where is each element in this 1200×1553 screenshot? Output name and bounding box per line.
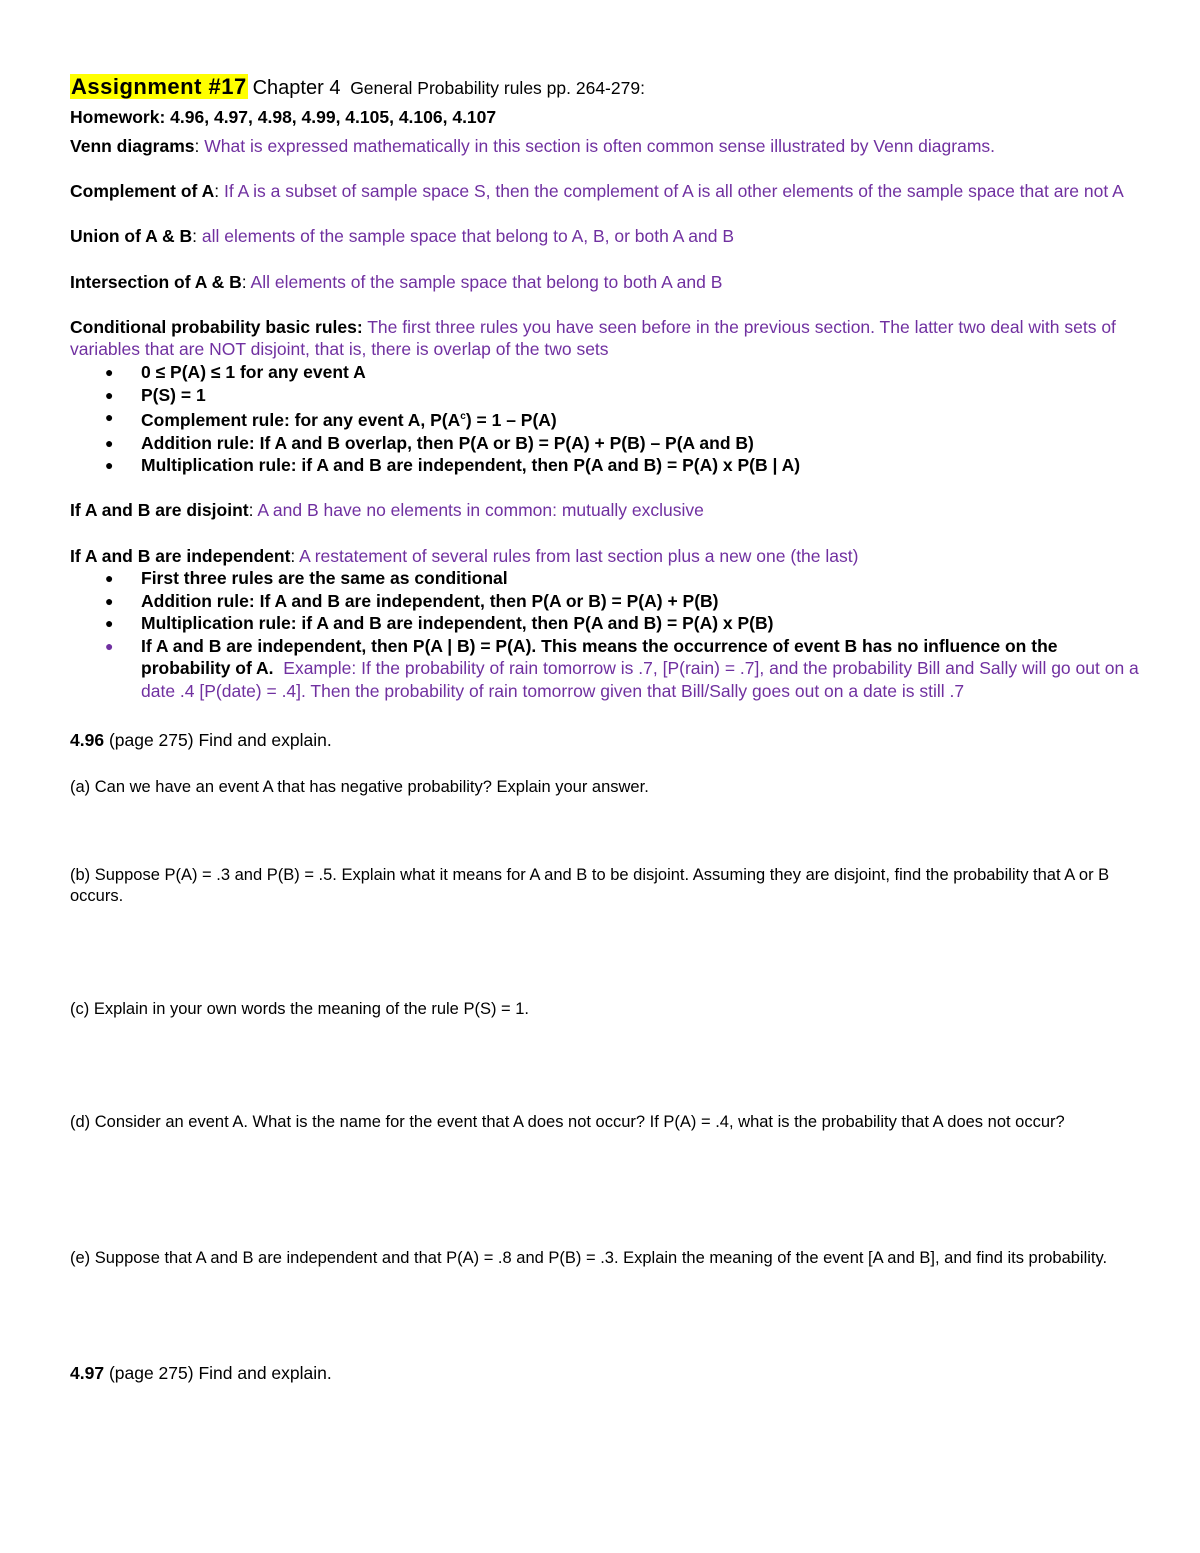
topic-label: General Probability rules pp. 264-279: — [350, 78, 645, 98]
def-term: Complement of A — [70, 181, 215, 202]
def-term: Union of A & B — [70, 226, 193, 247]
list-item — [70, 635, 1140, 703]
bullet-icon: ● — [105, 434, 114, 451]
independent-rules-list — [70, 567, 1140, 703]
chapter-label: Chapter 4 — [252, 77, 341, 99]
problem-497-heading — [70, 1362, 1140, 1384]
list-item: ● P(S) = 1 — [105, 384, 206, 405]
def-venn: Venn diagrams: What is expressed mathematically in this section is often common sense illustrated by Venn diagrams. — [70, 136, 996, 156]
bullet-icon: ● — [105, 570, 114, 587]
def-term: If A and B are independent — [70, 545, 291, 566]
conditional-rules-list — [70, 361, 1140, 477]
problem-496-heading — [70, 729, 1140, 751]
last-rule-bold: If A and B are independent, then P(A | B) = P(A). This means the occurrence of event B has no influence on the probability of A. — [141, 635, 1058, 679]
def-term: Conditional probability basic rules: — [70, 316, 363, 337]
document-page — [70, 72, 1140, 1384]
question-d: (d) Consider an event A. What is the name for the event that A does not occur? If P(A) = .4, what is the probability that A does not occur? — [70, 1112, 1065, 1131]
list-item: ● Multiplication rule: if A and B are independent, then P(A and B) = P(A) x P(B) — [105, 613, 774, 634]
def-complement: Complement of A: If A is a subset of sample space S, then the complement of A is all other elements of the sample space that are not A — [70, 181, 1124, 202]
def-term: Venn diagrams — [70, 136, 195, 156]
bullet-icon: ● — [105, 592, 114, 609]
problem-ref: (page 275) Find and explain. — [108, 1362, 332, 1383]
def-text: A restatement of several rules from last section plus a new one (the last) — [299, 545, 859, 566]
list-item: ● Complement rule: for any event A, $P(A^c) = 1 - P(A)$ — [70, 406, 1140, 431]
problem-number: 4.97 — [70, 1362, 105, 1383]
homework-list: 4.96, 4.97, 4.98, 4.99, 4.105, 4.106, 4.107 — [170, 107, 497, 127]
question-c: (c) Explain in your own words the meaning of the rule P(S) = 1. — [70, 999, 530, 1018]
list-item: ● Addition rule: If A and B are independent, then P(A or B) = P(A) + P(B) — [105, 590, 719, 611]
bullet-icon: ● — [105, 409, 114, 426]
def-term: Intersection of A & B — [70, 271, 242, 292]
question-b: (b) Suppose P(A) = .3 and P(B) = .5. Explain what it means for A and B to be disjoint. Assuming they are disjoint, find the probability that A or B occurs. — [70, 865, 1110, 905]
bullet-icon: ● — [105, 637, 114, 654]
def-disjoint: If A and B are disjoint: A and B have no elements in common: mutually exclusive — [70, 500, 704, 521]
bullet-icon: ● — [105, 363, 114, 380]
def-union: Union of A & B: all elements of the sample space that belong to A, B, or both A and B — [70, 226, 735, 247]
def-text: The first three rules you have seen before in the previous section. The latter two deal with sets of variables that are NOT disjoint, that is, there is overlap of the two sets — [70, 316, 1116, 360]
homework-line — [70, 105, 1140, 129]
def-conditional — [70, 316, 1140, 361]
def-text: What is expressed mathematically in this section is often common sense illustrated by Venn diagrams. — [204, 136, 996, 156]
list-item: ● Addition rule: If A and B overlap, then P(A or B) = P(A) + P(B) – P(A and B) — [105, 432, 754, 453]
last-rule-example: Example: If the probability of rain tomorrow is .7, [P(rain) = .7], and the probability Bill and Sally will go out on a date .4 [P(date) = .4]. Then the probability of rain tomorrow given that Bill/Sally goes out on a date is still .7 — [141, 658, 1139, 702]
title-line — [70, 72, 1140, 103]
problem-number: 4.96 — [70, 729, 105, 750]
def-text: All elements of the sample space that belong to both A and B — [250, 271, 723, 292]
def-term: If A and B are disjoint — [70, 500, 249, 521]
list-item: ● Multiplication rule: if A and B are independent, then P(A and B) = P(A) x P(B | A) — [105, 455, 801, 476]
homework-label: Homework: — [70, 107, 166, 127]
def-text: A and B have no elements in common: mutually exclusive — [257, 500, 704, 521]
bullet-icon: ● — [105, 386, 114, 403]
assignment-title: Assignment #17 — [71, 74, 247, 99]
problem-ref: (page 275) Find and explain. — [108, 729, 332, 750]
def-text: all elements of the sample space that belong to A, B, or both A and B — [201, 226, 735, 247]
list-item: ● 0 ≤ P(A) ≤ 1 for any event A — [105, 361, 366, 382]
bullet-icon: ● — [105, 615, 114, 632]
def-intersection: Intersection of A & B: All elements of the sample space that belong to both A and B — [70, 271, 723, 292]
bullet-icon: ● — [105, 457, 114, 474]
question-e: (e) Suppose that A and B are independent and that P(A) = .8 and P(B) = .3. Explain the meaning of the event [A and B], and find its probability. — [70, 1248, 1108, 1267]
def-independent: If A and B are independent: A restatement of several rules from last section plus a new one (the last) — [70, 545, 859, 566]
list-item: ● First three rules are the same as conditional — [105, 568, 508, 589]
def-text: If A is a subset of sample space S, then the complement of A is all other elements of the sample space that are not A — [223, 181, 1124, 202]
question-a: (a) Can we have an event A that has negative probability? Explain your answer. — [70, 777, 649, 796]
